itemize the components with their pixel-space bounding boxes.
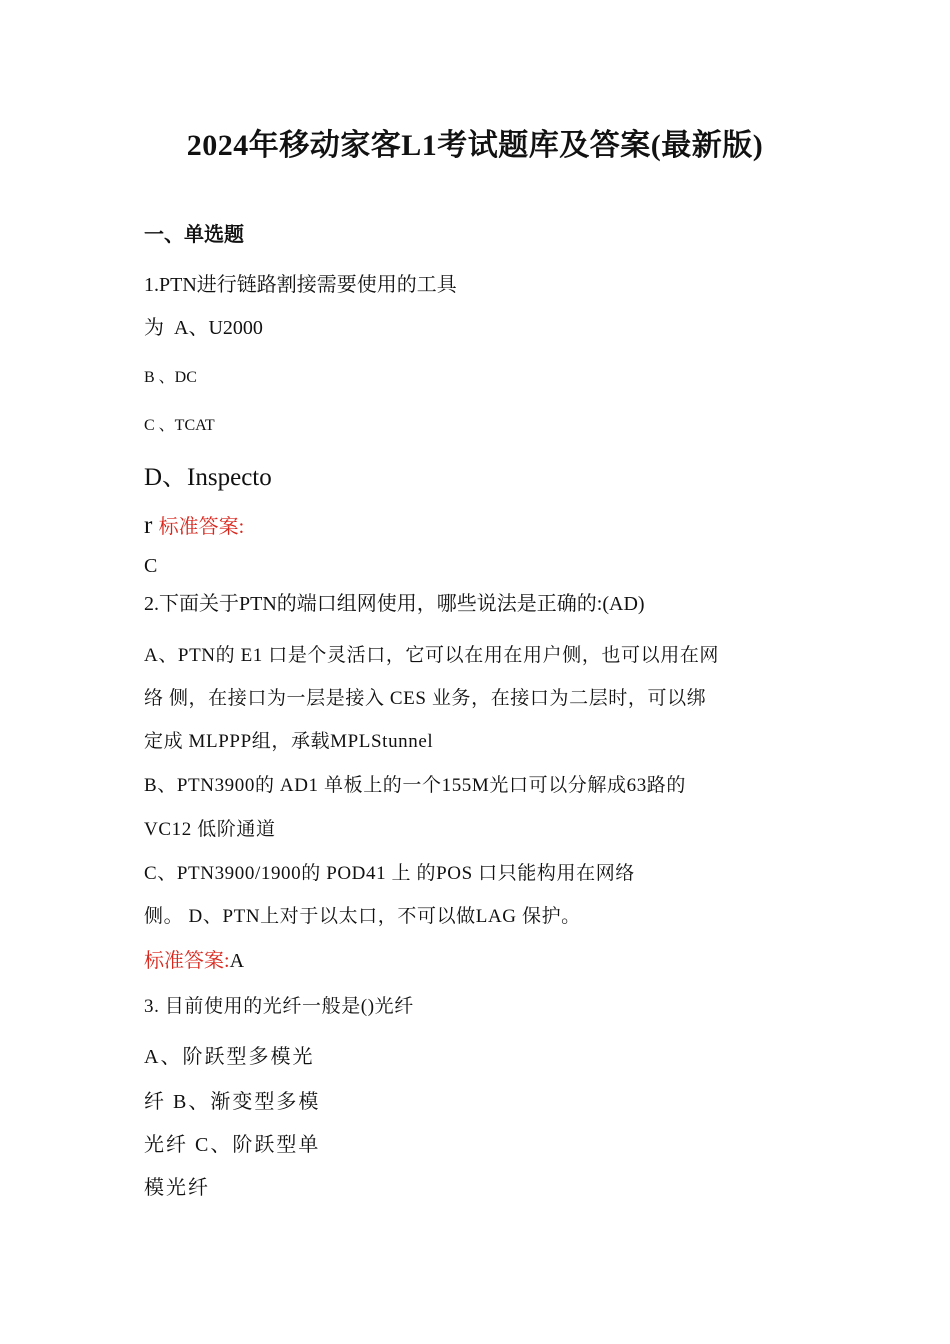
q1-answer-label: 标准答案: — [158, 516, 245, 538]
q1-answer-line — [144, 511, 244, 541]
section-heading: 一、单选题 — [144, 224, 244, 246]
document-title: 2024年移动家客L1考试题库及答案(最新版) — [186, 129, 764, 162]
q1-stem: 1.PTN进行链路割接需要使用的工具 — [144, 274, 457, 296]
q2-line: 定成 MLPPP组，承载MPLStunnel — [144, 731, 434, 752]
q2-answer-line — [144, 949, 244, 973]
q2-answer: A — [229, 950, 245, 972]
q2-line: C、PTN3900/1900的 POD41 上 的POS 口只能构用在网络 — [144, 863, 635, 884]
q2-answer-label: 标准答案: — [144, 950, 230, 972]
q3-line: 模光纤 — [144, 1177, 210, 1199]
q3-line: A、阶跃型多模光 — [144, 1046, 315, 1068]
q1-option-c: C 、TCAT — [144, 417, 215, 434]
q3-line: 光纤 C、阶跃型单 — [144, 1134, 321, 1156]
q2-stem: 2.下面关于PTN的端口组网使用，哪些说法是正确的:(AD) — [144, 593, 645, 615]
q2-line: 络 侧，在接口为一层是接入 CES 业务，在接口为二层时，可以绑 — [144, 688, 707, 709]
q3-stem: 3. 目前使用的光纤一般是()光纤 — [144, 996, 414, 1017]
q2-line: B、PTN3900的 AD1 单板上的一个155M光口可以分解成63路的 — [144, 775, 687, 796]
q2-line: A、PTN的 E1 口是个灵活口，它可以在用在用户侧，也可以用在网 — [144, 645, 720, 666]
q1-option-b: B 、DC — [144, 369, 197, 386]
q1-option-d-tail: r — [144, 512, 159, 539]
q2-line: 侧。 D、PTN上对于以太口，不可以做LAG 保护。 — [144, 906, 581, 927]
q1-answer: C — [144, 555, 158, 577]
q1-option-a: 为 A、U2000 — [144, 317, 263, 339]
q1-option-d: D、Inspecto — [144, 464, 272, 491]
q3-line: 纤 B、渐变型多模 — [144, 1091, 321, 1113]
q2-line: VC12 低阶通道 — [144, 819, 276, 840]
